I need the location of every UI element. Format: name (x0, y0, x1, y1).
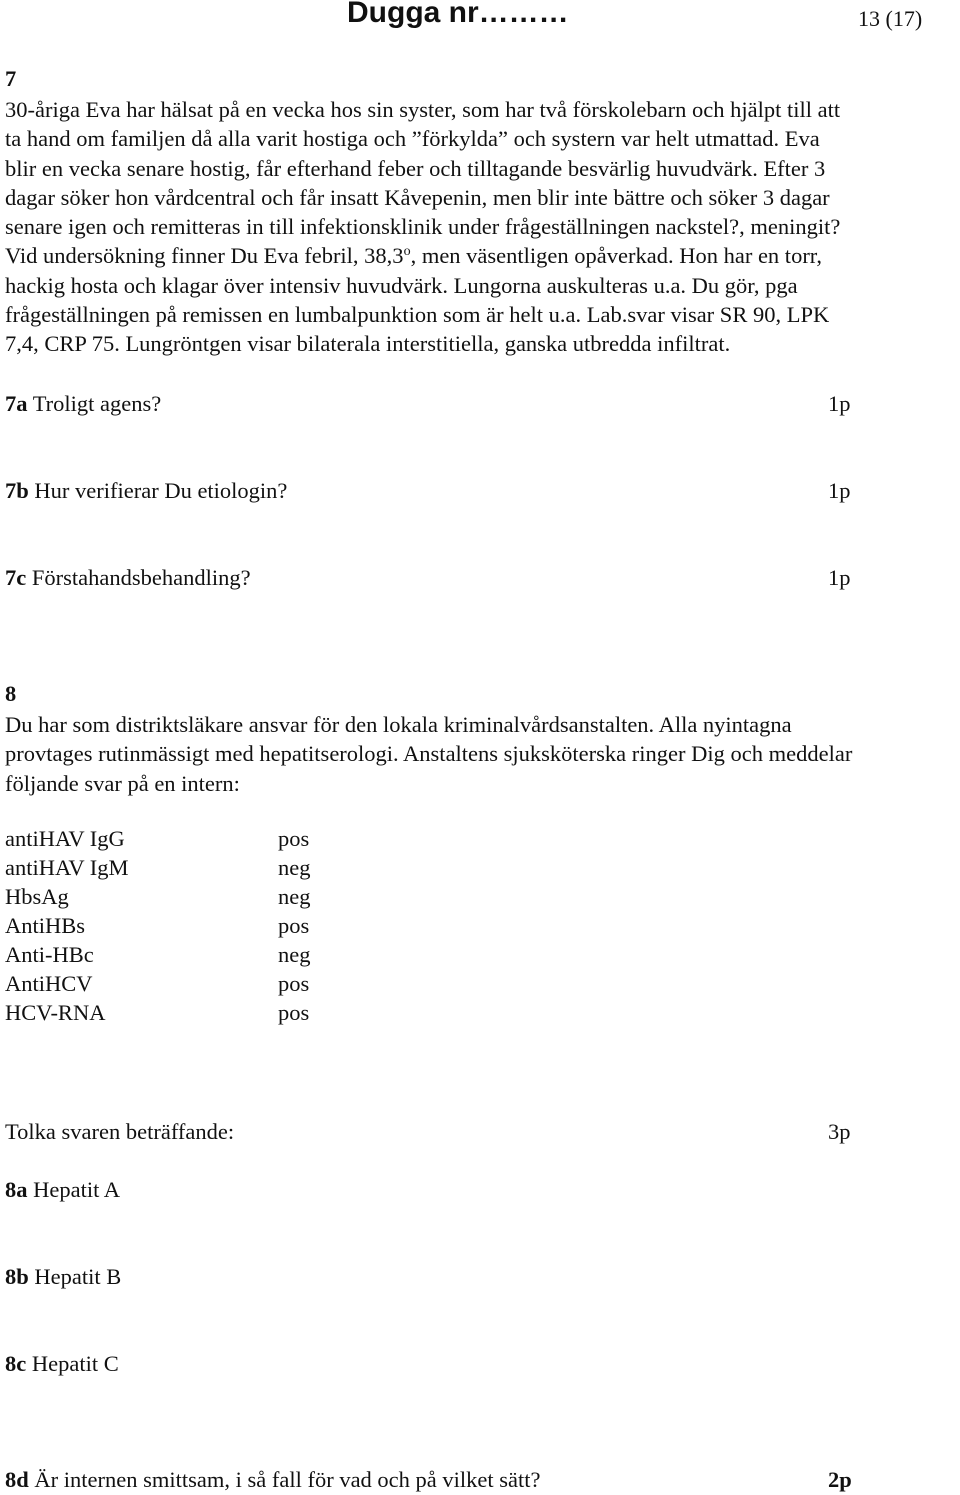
points-7a: 1p (828, 391, 851, 416)
lab-result-row (5, 1000, 309, 1026)
subquestion-text: Hepatit B (28, 1264, 122, 1289)
subquestion-label: 7c (5, 565, 27, 590)
lab-result-row (5, 942, 311, 968)
lab-test-name: AntiHBs (5, 913, 86, 938)
question-7-number: 7 (5, 66, 17, 91)
subquestion-label: 7a (5, 391, 28, 416)
subquestion-7a (5, 391, 161, 417)
question-8-line: följande svar på en intern: (5, 770, 240, 796)
page-number: 13 (17) (858, 6, 923, 31)
question-8-number: 8 (5, 681, 17, 706)
lab-test-result: pos (278, 971, 310, 996)
lab-test-name: antiHAV IgG (5, 826, 125, 851)
lab-result-row (5, 913, 309, 939)
subquestion-7c (5, 565, 251, 591)
interpret-instruction: Tolka svaren beträffande: (5, 1119, 235, 1144)
lab-result-row (5, 855, 311, 881)
temperature-text-after: , men väsentligen opåverkad. Hon har en torr, (410, 243, 823, 269)
subquestion-text: Hur verifierar Du etiologin? (28, 478, 288, 503)
lab-test-name: HCV-RNA (5, 1000, 106, 1025)
subquestion-7b (5, 478, 287, 504)
subquestion-8d (5, 1467, 541, 1493)
question-8-line: provtages rutinmässigt med hepatitserologi. Anstaltens sjuksköterska ringer Dig och meddelar (5, 741, 853, 767)
lab-test-result: pos (278, 1000, 310, 1025)
lab-test-result: neg (278, 884, 311, 909)
points-interpret: 3p (828, 1119, 851, 1144)
lab-result-row (5, 826, 309, 852)
subquestion-8a (5, 1177, 120, 1203)
subquestion-text: Är internen smittsam, i så fall för vad och på vilket sätt? (28, 1467, 541, 1492)
question-7-text (5, 95, 955, 359)
points-8d: 2p (828, 1467, 852, 1492)
subquestion-text: Troligt agens? (27, 391, 162, 416)
temperature-text: Vid undersökning finner Du Eva febril, 38,3 (5, 243, 404, 269)
subquestion-label: 8b (5, 1264, 29, 1289)
lab-result-row (5, 884, 311, 910)
subquestion-text: Hepatit A (27, 1177, 120, 1202)
lab-test-name: antiHAV IgM (5, 855, 129, 880)
lab-test-name: AntiHCV (5, 971, 93, 996)
question-7-line: dagar söker hon vårdcentral och får insatt Kåvepenin, men blir inte bättre och söker 3 dagar (5, 184, 830, 210)
question-7-line: blir en vecka senare hostig, får efterhand feber och tilltagande besvärlig huvudvärk. Efter 3 (5, 155, 826, 181)
subquestion-label: 8c (5, 1351, 27, 1376)
subquestion-text: Förstahandsbehandling? (26, 565, 251, 590)
question-7-line: frågeställningen på remissen en lumbalpunktion som är helt u.a. Lab.svar visar SR 90, LPK (5, 302, 830, 328)
question-8-line: Du har som distriktsläkare ansvar för den lokala kriminalvårdsanstalten. Alla nyintagna (5, 712, 792, 737)
lab-result-row (5, 971, 309, 997)
points-7c: 1p (828, 565, 851, 590)
lab-test-result: neg (278, 855, 311, 880)
subquestion-8c (5, 1351, 119, 1377)
lab-test-result: pos (278, 913, 310, 938)
degree-superscript: o (403, 244, 411, 260)
subquestion-label: 8a (5, 1177, 28, 1202)
question-7-line: senare igen och remitteras in till infektionsklinik under frågeställningen nackstel?, meningit? (5, 214, 841, 240)
question-7-line: 30-åriga Eva har hälsat på en vecka hos sin syster, som har två förskolebarn och hjälpt till att (5, 97, 841, 122)
page-header-title: Dugga nr……… (347, 0, 569, 29)
question-7-line: ta hand om familjen då alla varit hostiga och ”förkylda” och systern var helt utmattad. Eva (5, 126, 820, 152)
points-7b: 1p (828, 478, 851, 503)
subquestion-label: 8d (5, 1467, 29, 1492)
subquestion-text: Hepatit C (26, 1351, 119, 1376)
lab-test-name: Anti-HBc (5, 942, 94, 967)
subquestion-label: 7b (5, 478, 29, 503)
lab-test-name: HbsAg (5, 884, 69, 909)
question-7-line: 7,4, CRP 75. Lungröntgen visar bilaterala interstitiella, ganska utbredda infiltrat. (5, 331, 731, 357)
lab-test-result: pos (278, 826, 310, 851)
lab-test-result: neg (278, 942, 311, 967)
question-7-temperature-line (5, 241, 955, 270)
question-7-line: hackig hosta och klagar över intensiv huvudvärk. Lungorna auskulteras u.a. Du gör, pga (5, 272, 798, 298)
subquestion-8b (5, 1264, 121, 1290)
question-8-text (5, 710, 955, 798)
